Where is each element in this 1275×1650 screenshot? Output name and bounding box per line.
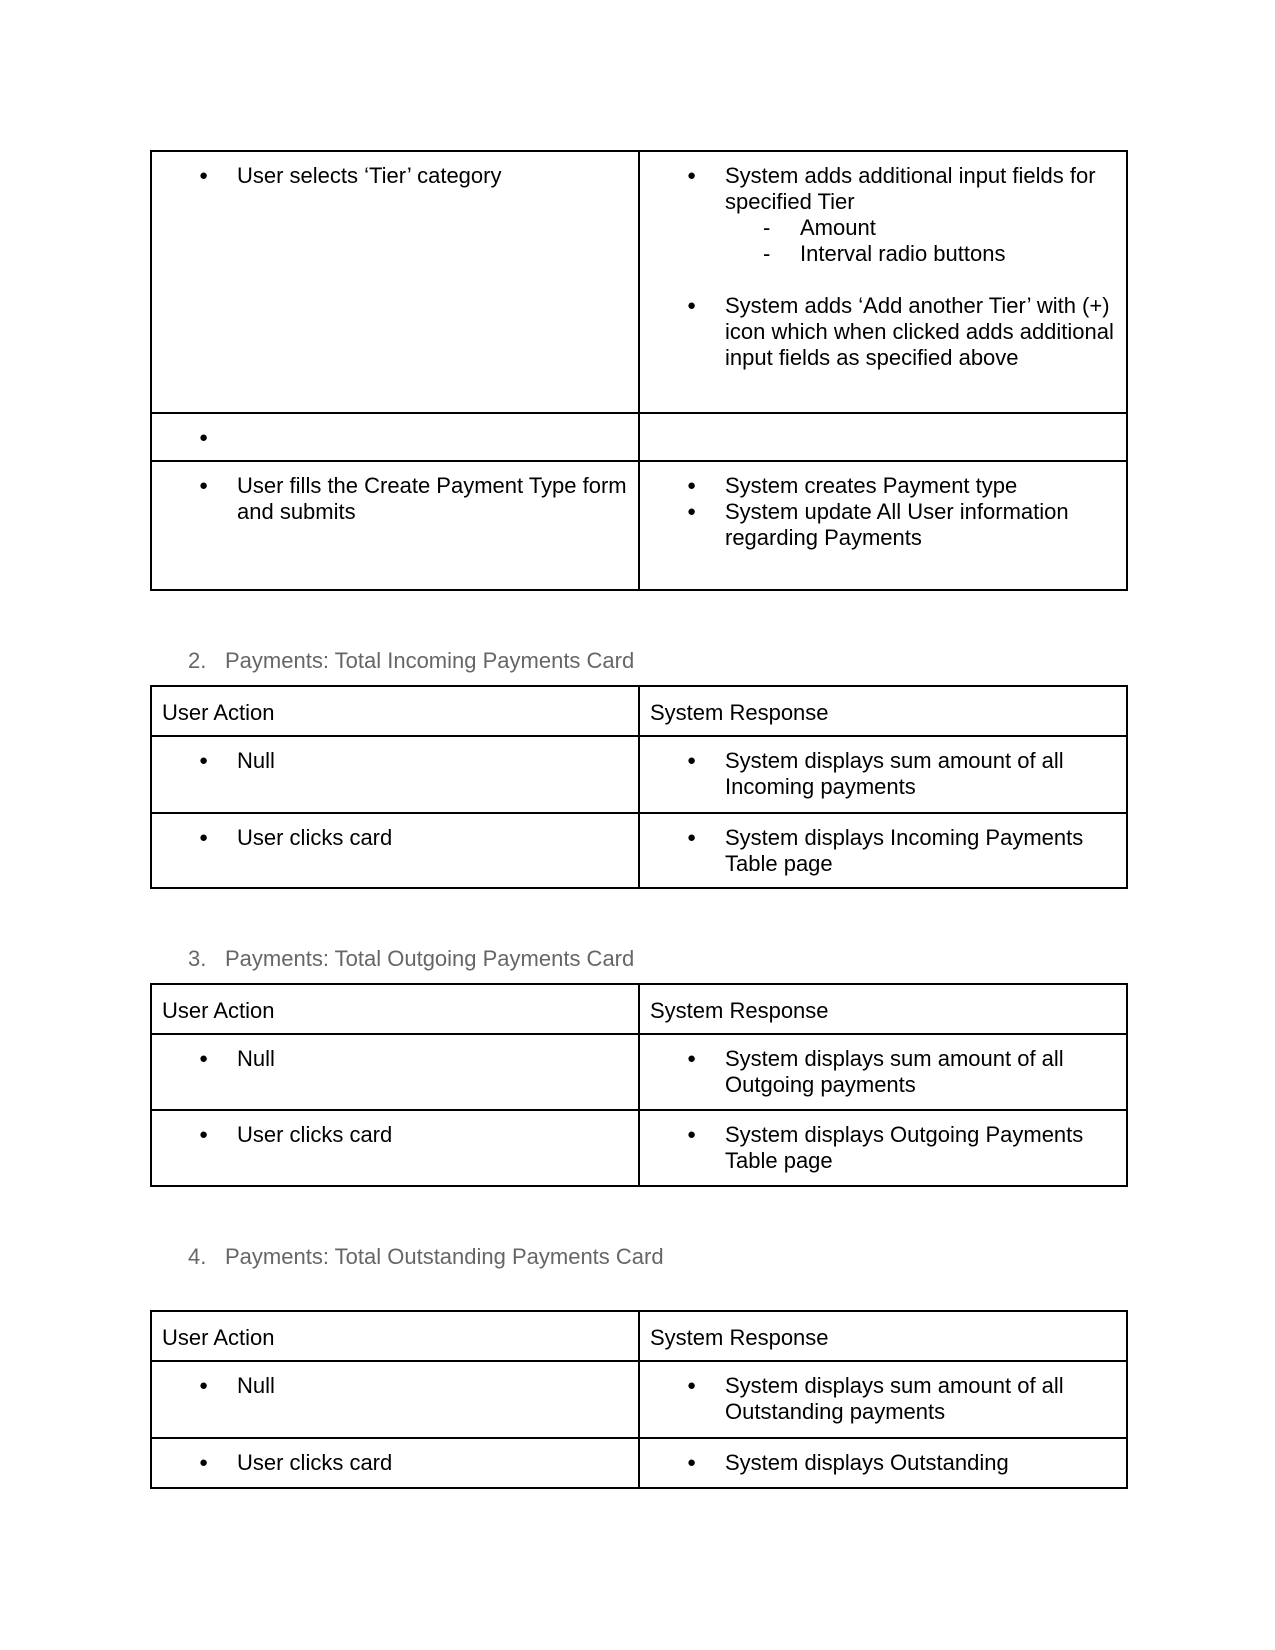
user-action-cell [151, 1034, 639, 1110]
list-item: ● User clicks card [162, 1450, 628, 1476]
list-item: ● Null [162, 748, 628, 774]
table-header-row [151, 686, 1127, 736]
section-number: 2. [188, 648, 207, 673]
section-heading [188, 1244, 664, 1270]
user-action-cell [151, 1110, 639, 1186]
table-row [151, 151, 1127, 413]
list-item: ● System update All User information regarding Payments [650, 499, 1116, 551]
list-item: ● User clicks card [162, 1122, 628, 1148]
table-row [151, 1361, 1127, 1438]
list-item: ● System displays sum amount of all Outgoing payments [650, 1046, 1116, 1098]
system-response-cell [639, 151, 1127, 413]
user-action-cell [151, 736, 639, 813]
list-item: ● User clicks card [162, 825, 628, 851]
table-header-row [151, 984, 1127, 1034]
list-item-text: System adds additional input fields for specified Tier [725, 163, 1096, 214]
list-item: ● System adds ‘Add another Tier’ with (+) icon which when clicked adds additional input fields as specified above [650, 293, 1116, 371]
list-item [650, 163, 1116, 267]
sub-list-item: - Amount [725, 215, 1116, 241]
incoming-payments-table [150, 685, 1128, 889]
section-title: Payments: Total Outstanding Payments Card [225, 1244, 664, 1269]
system-response-cell [639, 1110, 1127, 1186]
table-row [151, 1438, 1127, 1488]
table-row [151, 413, 1127, 461]
list-item: ● Null [162, 1373, 628, 1399]
user-action-cell [151, 151, 639, 413]
list-item: ● System displays sum amount of all Outstanding payments [650, 1373, 1116, 1425]
column-header-system-response: System Response [639, 984, 1127, 1034]
sub-list-item: - Interval radio buttons [725, 241, 1116, 267]
user-action-cell [151, 413, 639, 461]
column-header-user-action: User Action [151, 1311, 639, 1361]
table-row [151, 461, 1127, 590]
list-item: ● User selects ‘Tier’ category [162, 163, 628, 189]
column-header-system-response: System Response [639, 686, 1127, 736]
list-item: ● System creates Payment type [650, 473, 1116, 499]
system-response-cell [639, 736, 1127, 813]
system-response-cell [639, 813, 1127, 888]
system-response-cell [639, 1361, 1127, 1438]
table-row [151, 1110, 1127, 1186]
section-number: 3. [188, 946, 207, 971]
system-response-cell [639, 413, 1127, 461]
section-title: Payments: Total Outgoing Payments Card [225, 946, 635, 971]
list-item: ● User fills the Create Payment Type form and submits [162, 473, 628, 525]
user-action-cell [151, 1361, 639, 1438]
create-payment-type-table [150, 150, 1128, 591]
list-item [162, 425, 628, 451]
list-item: ● Null [162, 1046, 628, 1072]
table-row [151, 736, 1127, 813]
list-item: ● System displays Incoming Payments Table page [650, 825, 1116, 877]
table-row [151, 813, 1127, 888]
section-title: Payments: Total Incoming Payments Card [225, 648, 635, 673]
column-header-user-action: User Action [151, 984, 639, 1034]
system-response-cell [639, 1438, 1127, 1488]
list-item: ● System displays sum amount of all Incoming payments [650, 748, 1116, 800]
outstanding-payments-table [150, 1310, 1128, 1489]
system-response-cell [639, 461, 1127, 590]
user-action-cell [151, 461, 639, 590]
list-item: ● System displays Outstanding [650, 1450, 1116, 1476]
system-response-cell [639, 1034, 1127, 1110]
section-number: 4. [188, 1244, 207, 1269]
section-heading [188, 946, 634, 972]
outgoing-payments-table [150, 983, 1128, 1187]
user-action-cell [151, 813, 639, 888]
table-header-row [151, 1311, 1127, 1361]
section-heading [188, 648, 634, 674]
list-item: ● System displays Outgoing Payments Table page [650, 1122, 1116, 1174]
column-header-system-response: System Response [639, 1311, 1127, 1361]
column-header-user-action: User Action [151, 686, 639, 736]
table-row [151, 1034, 1127, 1110]
user-action-cell [151, 1438, 639, 1488]
